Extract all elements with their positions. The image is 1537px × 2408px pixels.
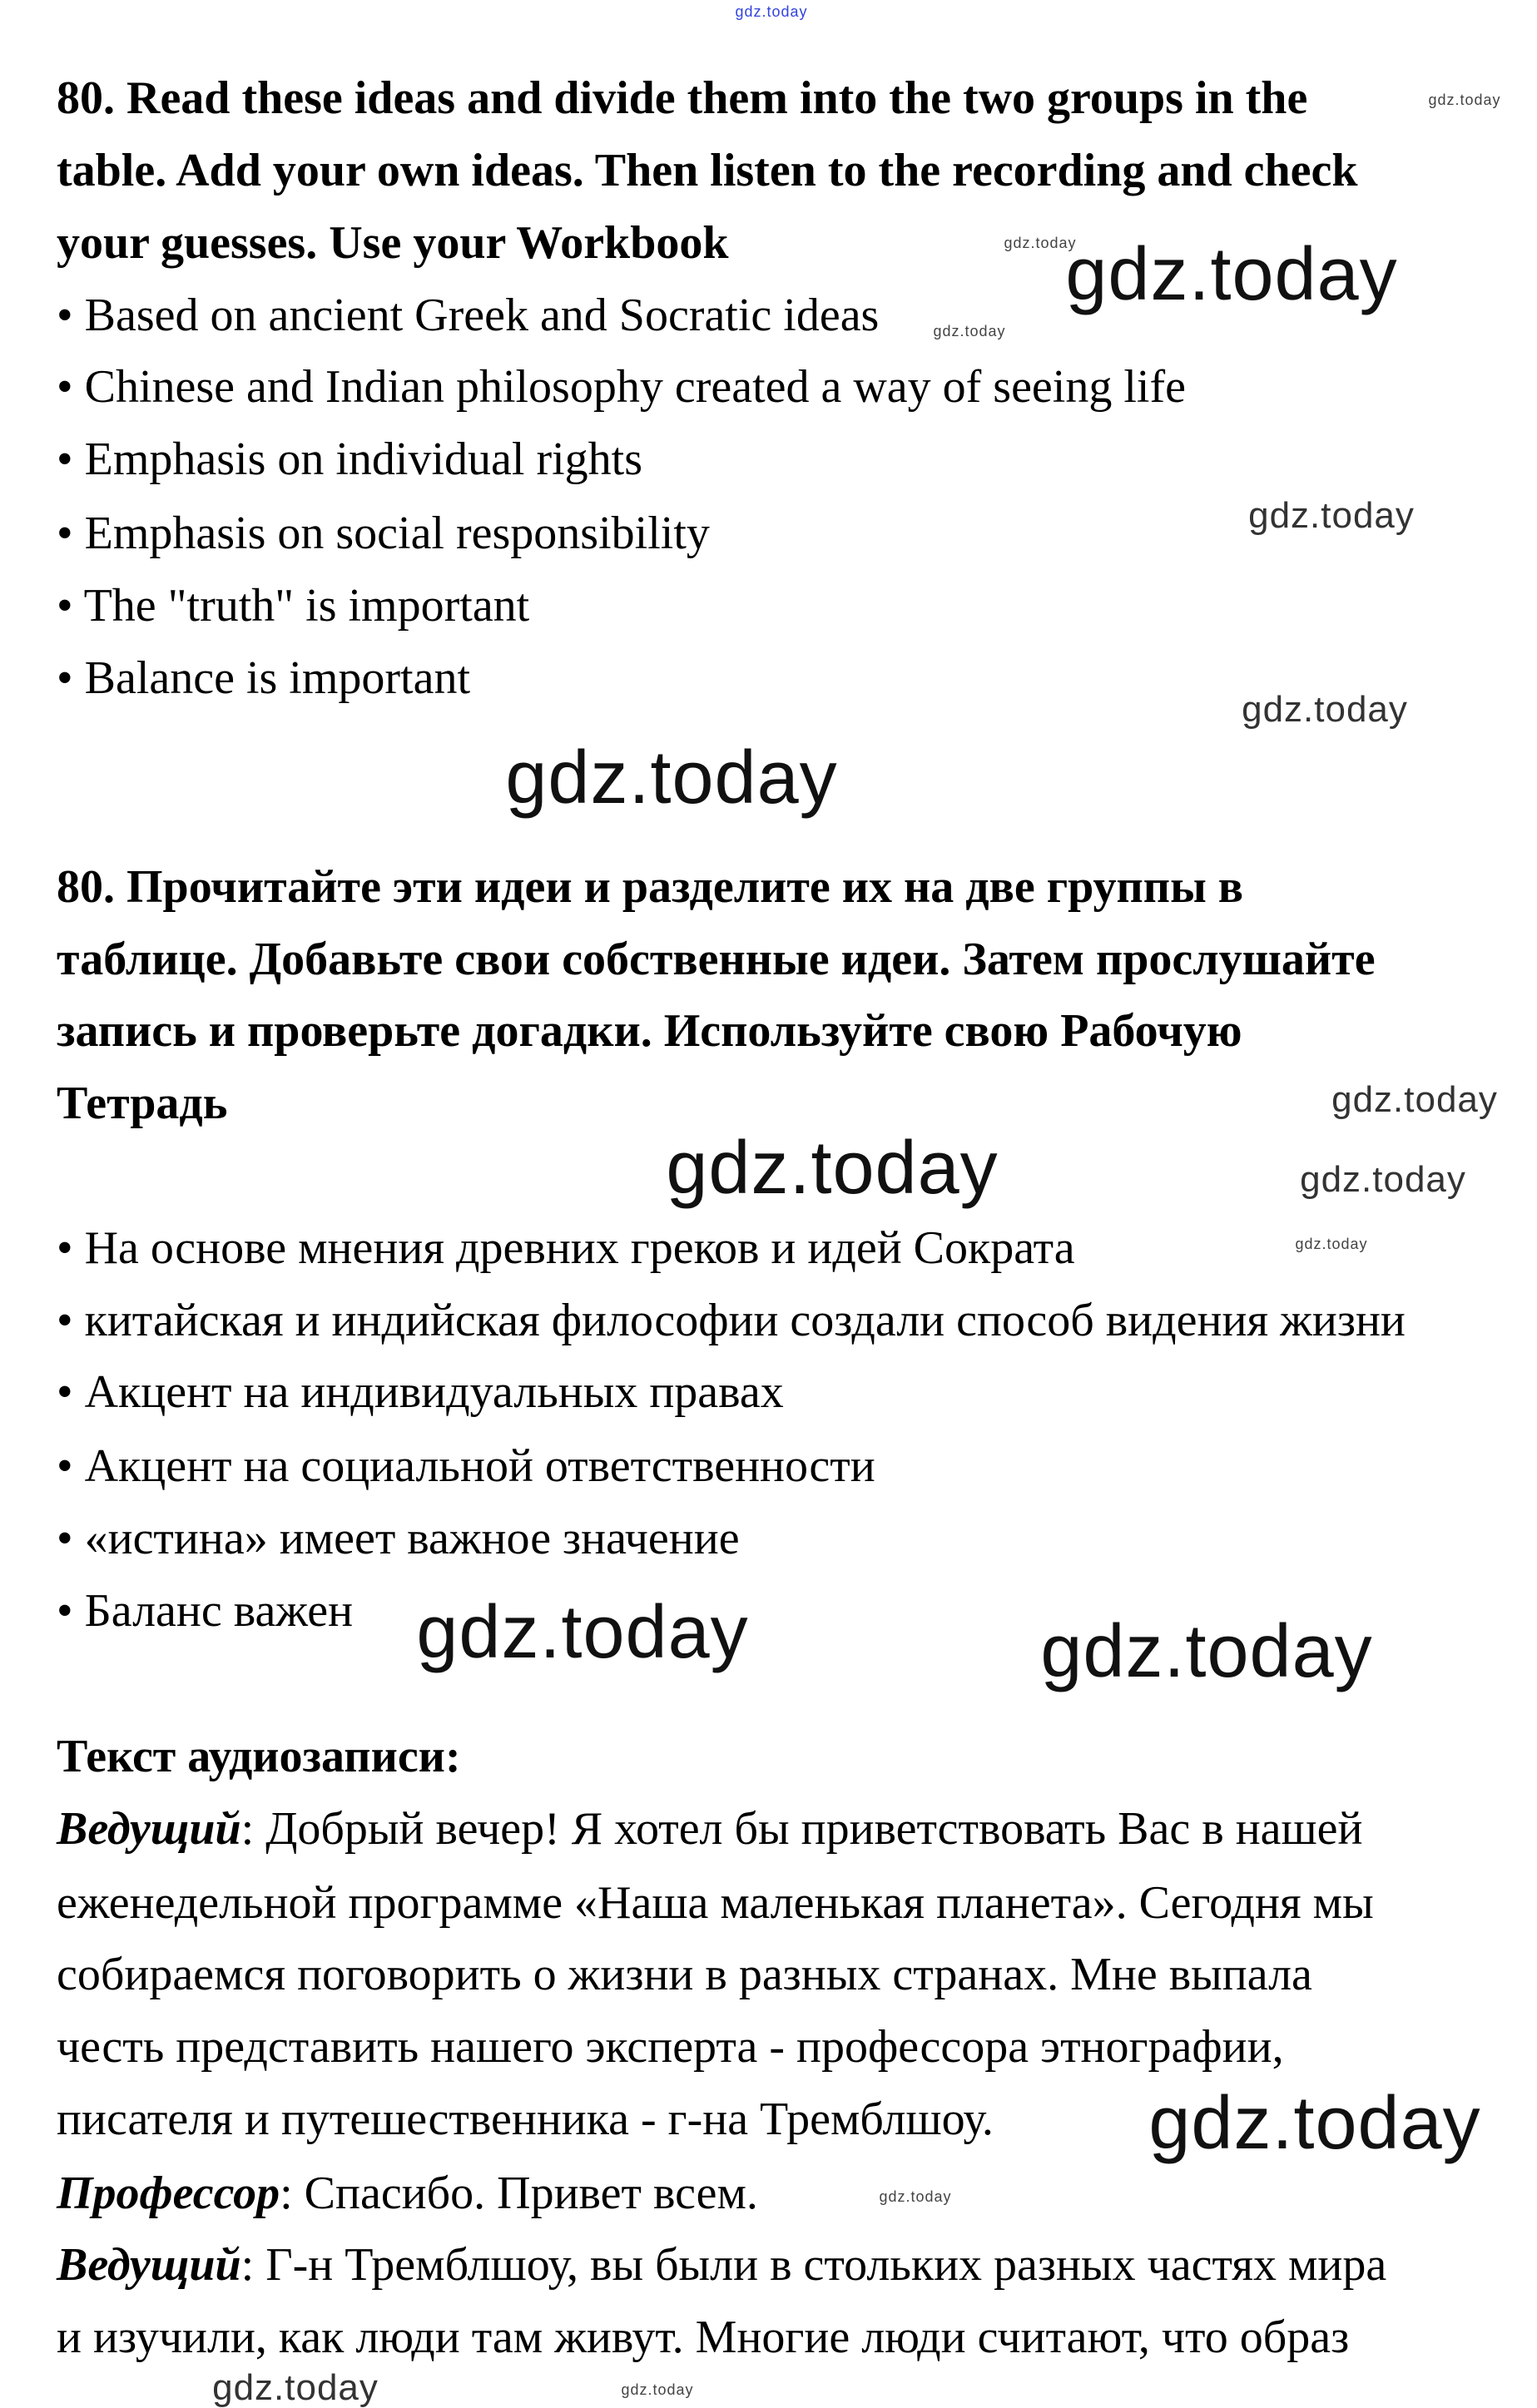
bullet-ru: • китайская и индийская философии создали способ видения жизни	[57, 1295, 1406, 1346]
transcript-line: честь представить нашего эксперта - профессора этнографии,	[57, 2021, 1284, 2073]
watermark: gdz.today	[1300, 1159, 1466, 1200]
watermark: gdz.today	[621, 2381, 694, 2398]
watermark: gdz.today	[505, 736, 838, 820]
watermark: gdz.today	[1331, 1079, 1498, 1120]
transcript-title: Текст аудиозаписи:	[57, 1731, 461, 1782]
transcript-line: и изучили, как люди там живут. Многие люди считают, что образ	[57, 2311, 1350, 2363]
transcript-text: : Добрый вечер! Я хотел бы приветствовать Вас в нашей	[240, 1803, 1363, 1855]
transcript-line	[57, 1794, 1362, 1864]
speaker-label: Профессор	[57, 2168, 280, 2219]
watermark: gdz.today	[1248, 495, 1415, 536]
transcript-line	[57, 2158, 758, 2228]
bullet-ru: • Акцент на социальной ответственности	[57, 1440, 875, 1492]
bullet-ru: • «истина» имеет важное значение	[57, 1513, 740, 1564]
bullet-en: • Based on ancient Greek and Socratic ideas	[57, 290, 880, 341]
exercise-heading-ru-line-3: запись и проверьте догадки. Используйте свою Рабочую	[57, 1005, 1242, 1057]
watermark: gdz.today	[1242, 689, 1408, 730]
watermark: gdz.today	[1295, 1236, 1368, 1252]
transcript-line: собираемся поговорить о жизни в разных странах. Мне выпала	[57, 1949, 1312, 2000]
watermark: gdz.today	[933, 323, 1006, 339]
exercise-heading-ru-line-1: 80. Прочитайте эти идеи и разделите их на две группы в	[57, 861, 1244, 913]
bullet-en: • Balance is important	[57, 652, 471, 704]
watermark: gdz.today	[1004, 235, 1077, 251]
exercise-heading-en-line-3: your guesses. Use your Workbook	[57, 217, 729, 269]
speaker-label: Ведущий	[57, 1803, 241, 1855]
watermark: gdz.today	[416, 1591, 749, 1674]
transcript-line	[57, 2230, 1386, 2300]
exercise-heading-en-line-2: table. Add your own ideas. Then listen to the recording and check	[57, 145, 1358, 196]
exercise-heading-ru-line-2: таблице. Добавьте свои собственные идеи. Затем прослушайте	[57, 934, 1376, 985]
transcript-text: : Г-н Тремблшоу, вы были в стольких разных частях мира	[240, 2239, 1387, 2291]
exercise-heading-ru-line-4: Тетрадь	[57, 1078, 228, 1129]
bullet-en: • The "truth" is important	[57, 580, 530, 632]
transcript-line: писателя и путешественника - г-на Тремблшоу.	[57, 2093, 994, 2145]
bullet-en: • Chinese and Indian philosophy created a way of seeing life	[57, 361, 1186, 413]
watermark: gdz.today	[212, 2367, 379, 2408]
watermark: gdz.today	[1148, 2082, 1481, 2165]
exercise-heading-en-line-1: 80. Read these ideas and divide them into the two groups in the	[57, 72, 1308, 124]
speaker-label: Ведущий	[57, 2239, 241, 2291]
watermark: gdz.today	[1428, 92, 1501, 108]
watermark: gdz.today	[1040, 1610, 1373, 1693]
bullet-en: • Emphasis on social responsibility	[57, 508, 710, 559]
watermark: gdz.today	[879, 2188, 952, 2205]
watermark: gdz.today	[1065, 233, 1398, 316]
transcript-text: : Спасибо. Привет всем.	[280, 2168, 758, 2219]
bullet-ru: • На основе мнения древних греков и идей Сократа	[57, 1222, 1075, 1274]
watermark: gdz.today	[735, 3, 808, 20]
transcript-line: еженедельной программе «Наша маленькая планета». Сегодня мы	[57, 1877, 1374, 1929]
watermark: gdz.today	[666, 1127, 999, 1210]
bullet-en: • Emphasis on individual rights	[57, 434, 643, 485]
bullet-ru: • Баланс важен	[57, 1585, 354, 1637]
bullet-ru: • Акцент на индивидуальных правах	[57, 1366, 784, 1418]
